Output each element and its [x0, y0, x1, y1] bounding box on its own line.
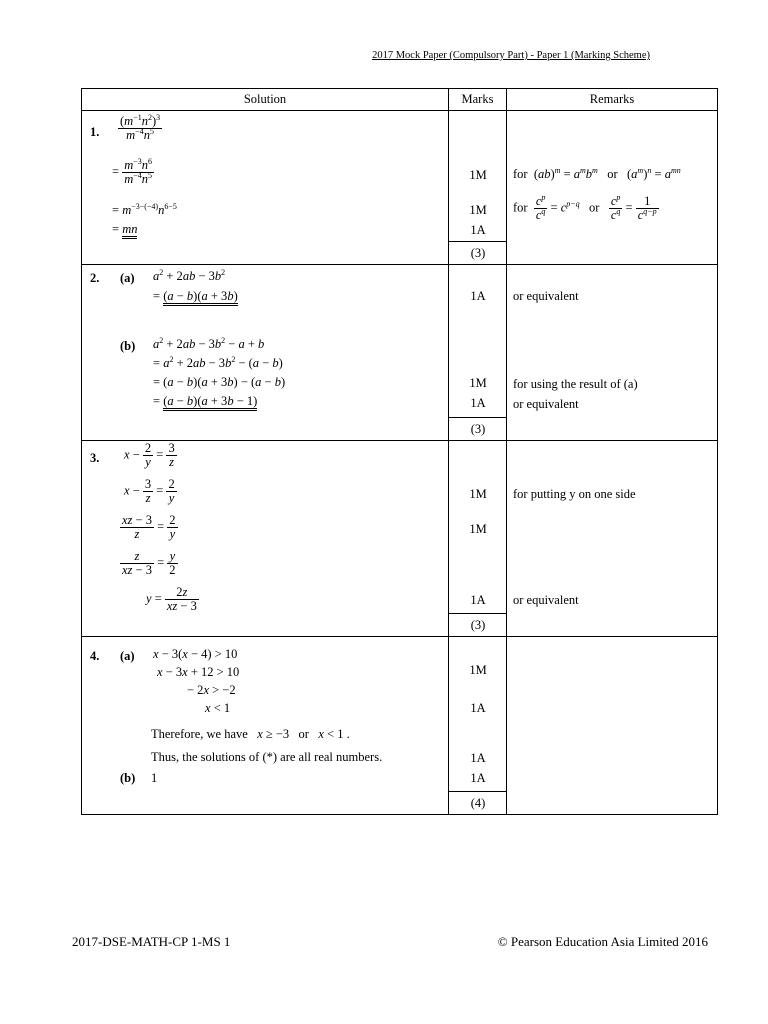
q1-number: 1.: [90, 125, 100, 139]
q2b-mark-2: 1A: [470, 396, 486, 410]
q4-marks: [449, 637, 507, 815]
q1-step-1: $\frac{(m^{-1}n^2)^3}{m^{-4}n^5}$: [120, 113, 161, 142]
q1-remark-1: for $(ab)^m = a^mb^m$ or $(a^m)^n = a^{mn}$: [513, 166, 681, 181]
question-4-row: [82, 637, 718, 815]
q3-step-1: x − $\frac{2}{y}$ = $\frac{3}{z}$: [124, 441, 175, 469]
q1-total: (3): [449, 241, 507, 264]
q2b-step-2: = $a^2 + 2ab - 3b^2 - (a - b)$: [153, 355, 283, 370]
q3-total: (3): [449, 613, 507, 636]
q4a-step-1: x − 3(x − 4) > 10: [153, 647, 238, 661]
q3-step-4: $\frac{z}{xz - 3}$ = $\frac{y}{2}$: [122, 549, 176, 577]
q1-remarks: [507, 111, 718, 265]
q4b-answer: 1: [151, 771, 158, 785]
q4-solution: [82, 637, 449, 815]
q2a-mark: 1A: [470, 289, 486, 303]
q1-remark-2: for $\frac{c^p}{c^q}$ = $c^{p-q}$ or $\frac{c^p}{c^q}$ = $\frac{1}{c^{q-p}}$: [513, 193, 657, 222]
q2b-step-3: = (a − b)(a + 3b) − (a − b): [153, 375, 286, 389]
q2-remark-2: for using the result of (a): [513, 377, 638, 391]
q3-step-3: $\frac{xz - 3}{z}$ = $\frac{2}{y}$: [122, 513, 176, 541]
question-3-row: [82, 441, 718, 637]
q2-remark-1: or equivalent: [513, 289, 579, 303]
q3-answer: y = $\frac{2z}{xz - 3}$: [146, 585, 197, 613]
q2-remark-3: or equivalent: [513, 397, 579, 411]
footer-copyright: © Pearson Education Asia Limited 2016: [497, 934, 708, 949]
footer-code: 2017-DSE-MATH-CP 1-MS 1: [72, 934, 231, 949]
q4-part-a-label: (a): [120, 649, 135, 663]
q4a-conclusion: Thus, the solutions of (*) are all real numbers.: [151, 750, 383, 764]
q2-part-a-label: (a): [120, 271, 135, 285]
table-header-row: [82, 89, 718, 111]
q3-mark-1: 1M: [469, 487, 487, 501]
q4-remarks: [507, 637, 718, 815]
q2-part-b-label: (b): [120, 339, 136, 353]
q3-mark-2: 1M: [469, 522, 487, 536]
q3-remark-2: or equivalent: [513, 593, 579, 607]
q4-part-b-label: (b): [120, 771, 136, 785]
q2-marks: [449, 265, 507, 441]
q1-answer: = mn: [112, 222, 137, 236]
q4a-step-4: x < 1: [205, 701, 231, 715]
q3-marks: [449, 441, 507, 637]
marks-header: Marks: [449, 89, 507, 111]
q4-number: 4.: [90, 649, 100, 663]
remarks-header: Remarks: [507, 89, 718, 111]
q1-mark-1: 1M: [469, 168, 487, 182]
page-header: 2017 Mock Paper (Compulsory Part) - Paper 1 (Marking Scheme): [372, 50, 650, 61]
q3-step-2: x − $\frac{3}{z}$ = $\frac{2}{y}$: [124, 477, 175, 505]
q4a-step-3: − 2x > −2: [187, 683, 236, 697]
q2-solution: [82, 265, 449, 441]
q2a-step-1: $a^2 + 2ab - 3b^2$: [153, 268, 226, 283]
q4-mark-4: 1A: [470, 771, 486, 785]
q3-mark-3: 1A: [470, 593, 486, 607]
q3-remark-1: for putting y on one side: [513, 487, 636, 501]
q1-solution: [82, 111, 449, 265]
q3-solution: [82, 441, 449, 637]
q1-mark-2: 1M: [469, 203, 487, 217]
q2b-answer: = (a − b)(a + 3b − 1): [153, 394, 257, 408]
marking-scheme-table: [81, 88, 718, 815]
q2b-mark-1: 1M: [469, 376, 487, 390]
q1-step-3: = $m^{-3-(-4)}n^{6-5}$: [112, 202, 177, 217]
q2-number: 2.: [90, 271, 100, 285]
q2-total: (3): [449, 417, 507, 440]
q4a-therefore: Therefore, we have x ≥ −3 or x < 1 .: [151, 727, 350, 741]
q2b-step-1: $a^2 + 2ab - 3b^2 - a + b$: [153, 336, 265, 351]
q3-remarks: [507, 441, 718, 637]
q4-mark-3: 1A: [470, 751, 486, 765]
solution-header: Solution: [82, 89, 449, 111]
q3-number: 3.: [90, 451, 100, 465]
q4-mark-1: 1M: [469, 663, 487, 677]
q1-marks: [449, 111, 507, 265]
question-2-row: [82, 265, 718, 441]
question-1-row: [82, 111, 718, 265]
q1-mark-3: 1A: [470, 223, 486, 237]
q2-remarks: [507, 265, 718, 441]
q1-step-2: = $\frac{m^{-3}n^6}{m^{-4}n^5}$: [112, 157, 152, 186]
q4a-step-2: x − 3x + 12 > 10: [157, 665, 240, 679]
q4-mark-2: 1A: [470, 701, 486, 715]
q2a-answer: = (a − b)(a + 3b): [153, 289, 238, 303]
q4-total: (4): [449, 791, 507, 814]
